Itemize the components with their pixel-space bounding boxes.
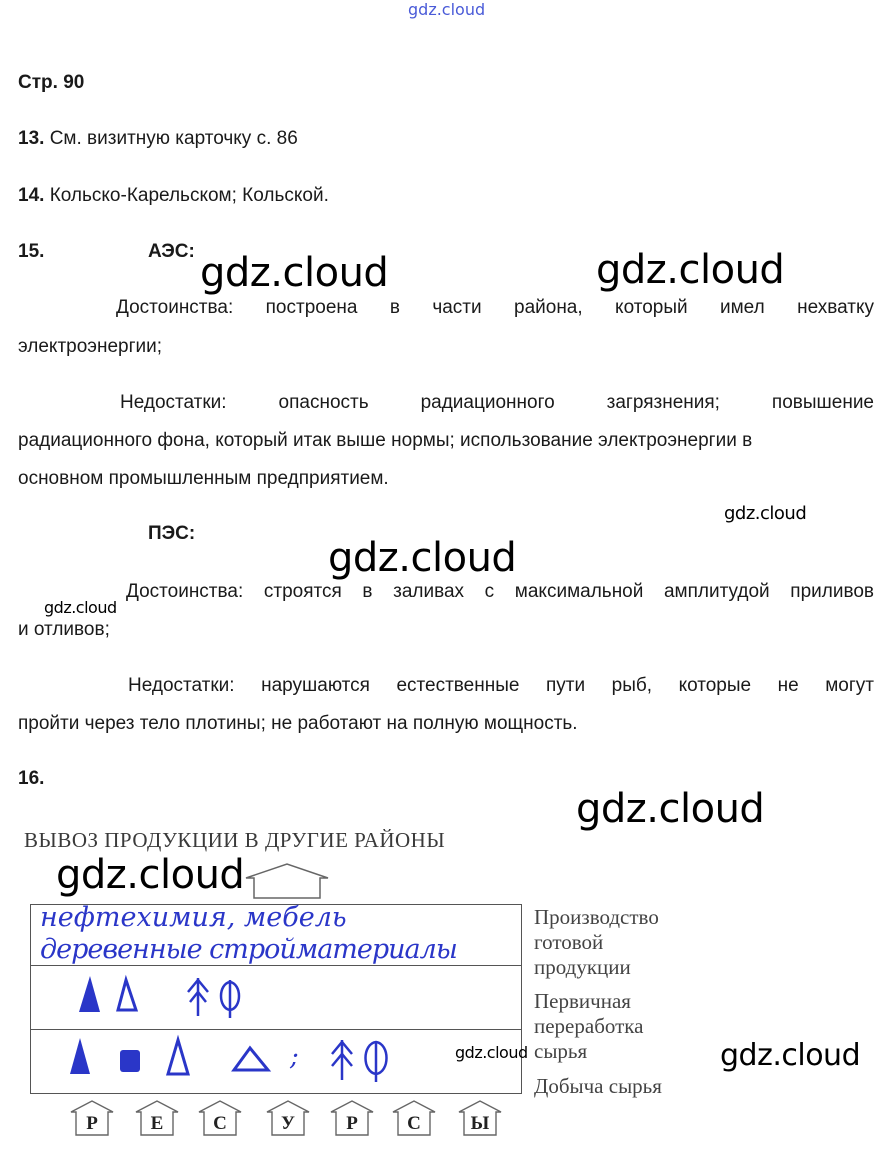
label-primary-line1: Первичная [534, 989, 631, 1013]
resource-arrow [70, 1100, 114, 1136]
resource-arrow [135, 1100, 179, 1136]
resource-letter: С [407, 1113, 421, 1134]
export-arrow-icon [244, 862, 330, 900]
filled-triangle-icon [70, 1038, 90, 1074]
item-14 [18, 177, 329, 215]
pes-heading: ПЭС: [148, 523, 196, 544]
aes-disadvantages-line2: радиационного фона, который итак выше нормы; использование электроэнергии в [18, 430, 753, 451]
deciduous-tree-icon [366, 1042, 387, 1082]
outline-wide-triangle-icon [234, 1048, 268, 1070]
item-14-number: 14. [18, 185, 45, 206]
watermark: gdz.cloud [328, 535, 517, 581]
conifer-tree-icon [188, 978, 208, 1016]
label-primary-line2: переработка [534, 1014, 644, 1038]
watermark: gdz.cloud [724, 503, 807, 524]
resource-arrow [266, 1100, 310, 1136]
resource-letter: Р [86, 1113, 98, 1134]
resource-arrow [392, 1100, 436, 1136]
resource-letter: С [213, 1113, 227, 1134]
resource-arrow [198, 1100, 242, 1136]
resource-letter: Е [150, 1113, 164, 1134]
filled-square-icon [120, 1050, 140, 1072]
label-extraction: Добыча сырья [534, 1074, 662, 1098]
item-13-number: 13. [18, 128, 45, 149]
resource-letter: Р [346, 1113, 358, 1134]
primary-processing-symbols [70, 972, 260, 1024]
filled-triangle-icon [79, 976, 100, 1012]
label-primary-processing [534, 989, 644, 1064]
pes-advantages-line2: и отливов; [18, 619, 110, 640]
watermark: gdz.cloud [56, 852, 245, 898]
watermark: gdz.cloud [200, 250, 389, 296]
label-finished-line3: продукции [534, 955, 631, 979]
item-13 [18, 120, 298, 158]
aes-advantages-line1: Достоинства: построена в части района, который имел нехватку [116, 297, 874, 318]
aes-advantages-line2: электроэнергии; [18, 336, 163, 357]
label-primary-line3: сырья [534, 1039, 588, 1063]
watermark: gdz.cloud [455, 1043, 528, 1062]
resource-arrow [458, 1100, 502, 1136]
label-finished-line2: готовой [534, 930, 604, 954]
outline-triangle-icon [118, 980, 136, 1010]
deciduous-tree-icon [221, 980, 239, 1018]
watermark: gdz.cloud [720, 1038, 861, 1073]
resource-letter: Ы [470, 1113, 490, 1134]
aes-disadvantages-line1: Недостатки: опасность радиационного загрязнения; повышение [120, 392, 874, 413]
conifer-tree-icon [332, 1040, 352, 1080]
watermark: gdz.cloud [576, 786, 765, 832]
aes-heading: АЭС: [148, 241, 195, 262]
page-reference: Стр. 90 [18, 72, 85, 93]
handwritten-products-line2: деревенные стройматериалы [40, 934, 457, 965]
pes-disadvantages-line1: Недостатки: нарушаются естественные пути рыб, которые не могут [128, 675, 874, 696]
label-finished-line1: Производство [534, 905, 659, 929]
resource-arrow [330, 1100, 374, 1136]
label-finished-products [534, 905, 659, 980]
pes-disadvantages-line2: пройти через тело плотины; не работают на полную мощность. [18, 713, 578, 734]
watermark: gdz.cloud [596, 247, 785, 293]
outline-triangle-icon [168, 1040, 188, 1074]
item-16-number: 16. [18, 768, 45, 789]
extraction-symbols [64, 1034, 404, 1086]
aes-disadvantages-line3: основном промышленным предприятием. [18, 468, 389, 489]
pes-advantages-line1: Достоинства: строятся в заливах с максимальной амплитудой приливов [126, 581, 874, 602]
watermark: gdz.cloud [44, 598, 117, 617]
item-15-number: 15. [18, 241, 45, 262]
handwritten-semicolon: ; [290, 1042, 299, 1072]
diagram-title: ВЫВОЗ ПРОДУКЦИИ В ДРУГИЕ РАЙОНЫ [24, 828, 446, 852]
resource-letter: У [281, 1113, 295, 1134]
item-14-text: Кольско-Карельском; Кольской. [49, 185, 329, 206]
watermark-top: gdz.cloud [408, 0, 486, 19]
item-13-text: См. визитную карточку с. 86 [49, 128, 298, 149]
handwritten-products-line1: нефтехимия, мебель [40, 902, 347, 933]
